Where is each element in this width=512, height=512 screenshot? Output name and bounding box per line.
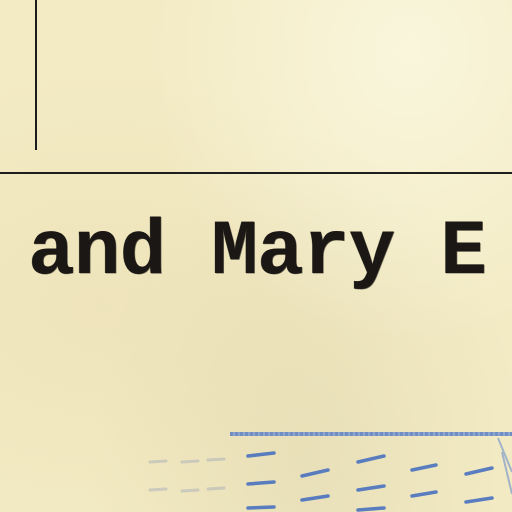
blue-stamp-region [230,432,512,512]
faded-stamp-marks [120,440,240,512]
vertical-rule [35,0,37,150]
blue-stamp-lines [230,432,512,512]
typed-name-line: and Mary E [28,209,487,297]
horizontal-rule [0,172,512,174]
